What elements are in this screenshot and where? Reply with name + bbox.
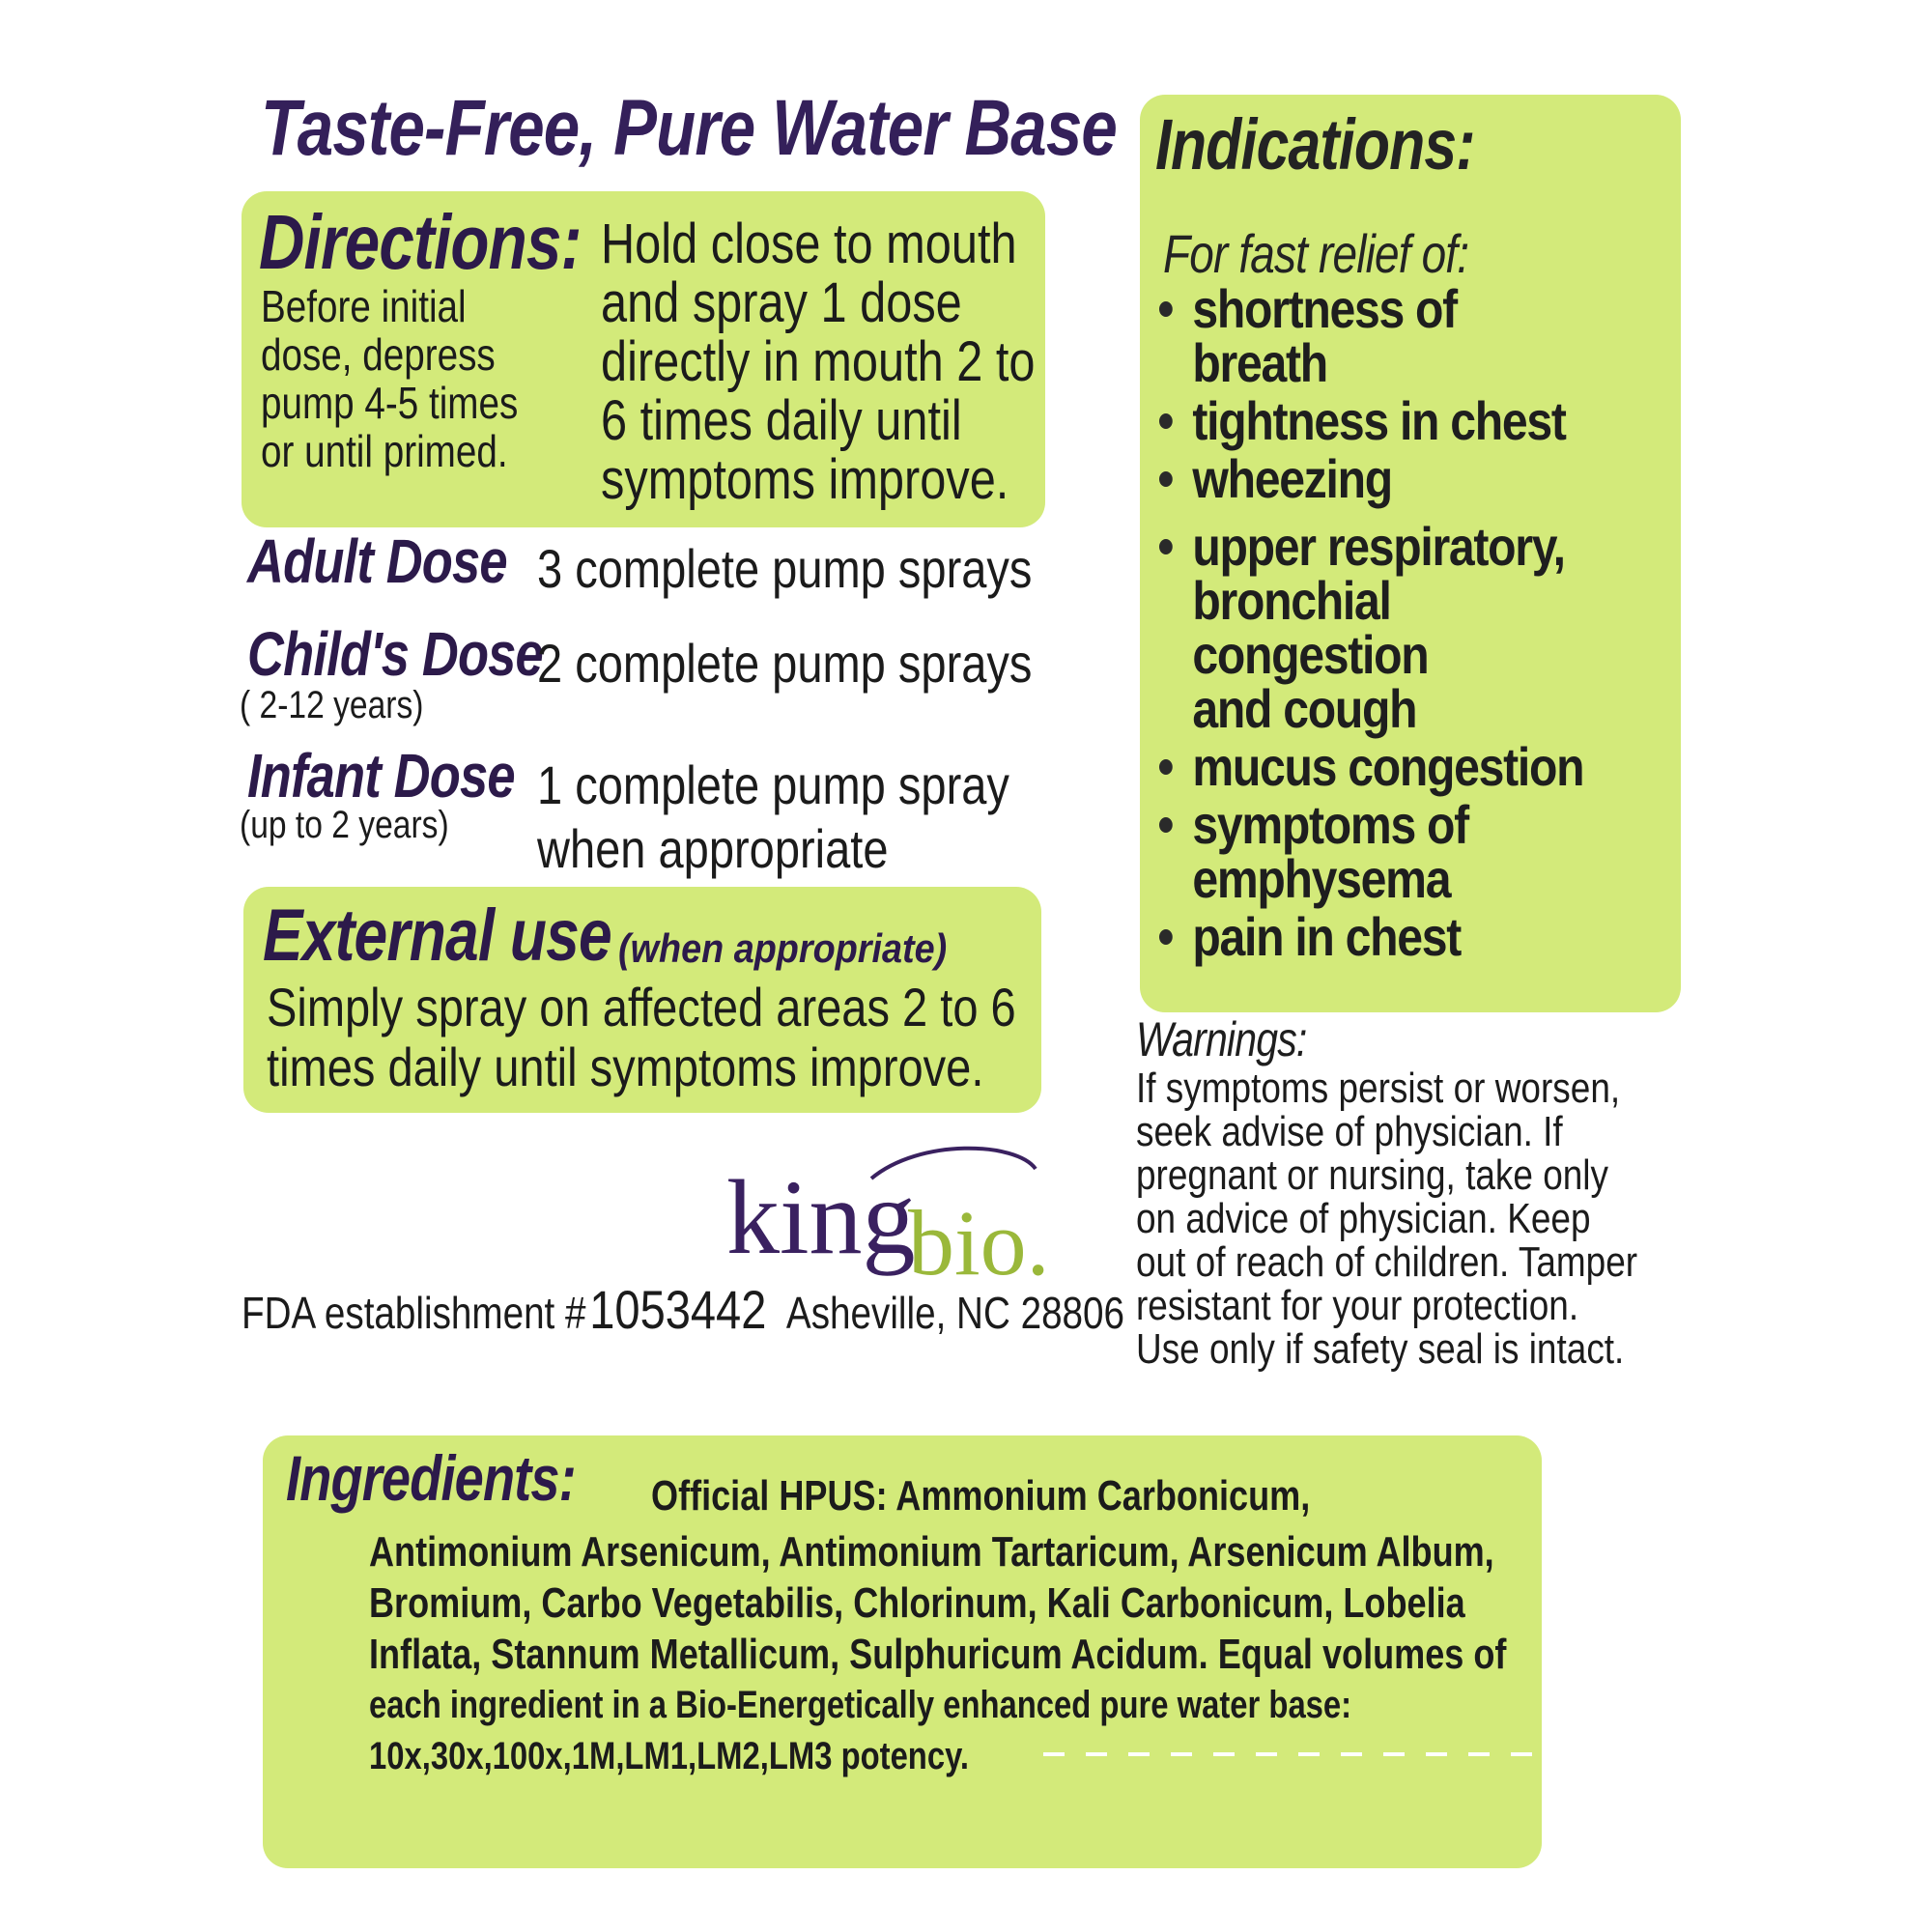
ingredient-line: Bromium, Carbo Vegetabilis, Chlorinum, Kali Carbonicum, Lobelia <box>369 1579 1465 1627</box>
external-use-heading: External use <box>263 895 611 977</box>
usage-line: symptoms improve. <box>601 448 1009 511</box>
child-dose-amount: 2 complete pump sprays <box>537 633 1033 694</box>
infant-dose-amount <box>537 753 1009 881</box>
indication-line: pain in chest <box>1192 906 1462 967</box>
indication-line: mucus congestion <box>1192 736 1584 797</box>
bullet-icon <box>1159 301 1173 317</box>
fda-address: Asheville, NC 28806 <box>785 1288 1125 1338</box>
warning-line: Use only if safety seal is intact. <box>1136 1325 1625 1373</box>
usage-line: directly in mouth 2 to <box>601 330 1036 393</box>
indication-item <box>1159 736 1591 797</box>
ingredient-line: each ingredient in a Bio-Energetically enhanced pure water base: <box>369 1684 1352 1726</box>
indication-line: shortness of breath <box>1192 278 1457 393</box>
directions-priming-text <box>261 282 518 475</box>
external-use-text <box>267 978 1016 1097</box>
indication-line: and cough <box>1192 678 1417 739</box>
adult-dose-label: Adult Dose <box>247 526 507 596</box>
indication-item <box>1159 278 1591 393</box>
logo-text-king: king <box>726 1158 916 1276</box>
infant-dose-label: Infant Dose <box>247 741 515 810</box>
bullet-icon <box>1159 413 1173 429</box>
bullet-icon <box>1159 471 1173 487</box>
indications-list <box>1159 278 1591 967</box>
indication-line: upper respiratory, <box>1192 516 1565 577</box>
indication-item <box>1159 794 1591 909</box>
perforation-dashes <box>1043 1745 1546 1764</box>
indication-line: tightness in chest <box>1192 390 1566 451</box>
warning-line: on advice of physician. Keep <box>1136 1195 1591 1242</box>
directions-usage-text <box>601 214 1036 509</box>
indication-item <box>1159 448 1591 509</box>
external-use-line: Simply spray on affected areas 2 to 6 <box>267 977 1016 1037</box>
indication-item <box>1159 906 1591 967</box>
infant-dose-line: when appropriate <box>537 818 889 879</box>
tagline: Taste-Free, Pure Water Base <box>261 84 1117 172</box>
usage-line: Hold close to mouth <box>601 213 1017 275</box>
ingredient-line: 10x,30x,100x,1M,LM1,LM2,LM3 potency. <box>369 1735 970 1777</box>
bullet-icon <box>1159 539 1173 554</box>
indication-item <box>1159 516 1591 739</box>
warning-line: If symptoms persist or worsen, <box>1136 1065 1621 1112</box>
usage-line: 6 times daily until <box>601 389 962 452</box>
logo-text-bio: bio. <box>908 1191 1050 1294</box>
external-use-line: times daily until symptoms improve. <box>267 1037 984 1097</box>
indication-line: bronchial <box>1192 570 1391 631</box>
kingbio-logo <box>726 1140 1050 1294</box>
ingredient-line: Antimonium Arsenicum, Antimonium Tartaricum, Arsenicum Album, <box>369 1528 1494 1576</box>
bullet-icon <box>1159 759 1173 775</box>
bullet-icon <box>1159 929 1173 945</box>
directions-heading: Directions: <box>259 199 582 285</box>
bullet-icon <box>1159 817 1173 833</box>
indications-subheading: For fast relief of: <box>1163 223 1469 284</box>
warnings-text <box>1136 1066 1637 1371</box>
indication-item <box>1159 390 1591 451</box>
warning-line: seek advise of physician. If <box>1136 1108 1563 1155</box>
priming-line: pump 4-5 times <box>261 378 519 428</box>
indication-line: wheezing <box>1192 448 1392 509</box>
indication-line: congestion <box>1192 624 1429 685</box>
priming-line: or until primed. <box>261 426 508 476</box>
usage-line: and spray 1 dose <box>601 271 962 334</box>
indication-line: symptoms of <box>1192 794 1468 855</box>
fda-label: FDA establishment # <box>242 1288 586 1338</box>
indication-line: emphysema <box>1192 848 1451 909</box>
warning-line: resistant for your protection. <box>1136 1282 1579 1329</box>
fda-number: 1053442 <box>589 1279 767 1340</box>
infant-dose-age: (up to 2 years) <box>240 804 449 846</box>
priming-line: Before initial <box>261 281 467 331</box>
fda-line <box>242 1281 1124 1342</box>
warning-line: out of reach of children. Tamper <box>1136 1238 1638 1286</box>
priming-line: dose, depress <box>261 329 496 380</box>
indications-heading: Indications: <box>1155 104 1475 185</box>
external-use-note: (when appropriate) <box>618 925 948 971</box>
adult-dose-amount: 3 complete pump sprays <box>537 538 1033 599</box>
ingredients-first-line: Official HPUS: Ammonium Carbonicum, <box>651 1472 1311 1520</box>
ingredient-line: Inflata, Stannum Metallicum, Sulphuricum Acidum. Equal volumes of <box>369 1631 1507 1678</box>
infant-dose-line: 1 complete pump spray <box>537 754 1009 815</box>
ingredients-heading: Ingredients: <box>286 1442 576 1514</box>
warning-line: pregnant or nursing, take only <box>1136 1151 1608 1199</box>
child-dose-age: ( 2-12 years) <box>240 684 424 726</box>
warnings-heading: Warnings: <box>1136 1012 1307 1066</box>
child-dose-label: Child's Dose <box>247 619 543 689</box>
